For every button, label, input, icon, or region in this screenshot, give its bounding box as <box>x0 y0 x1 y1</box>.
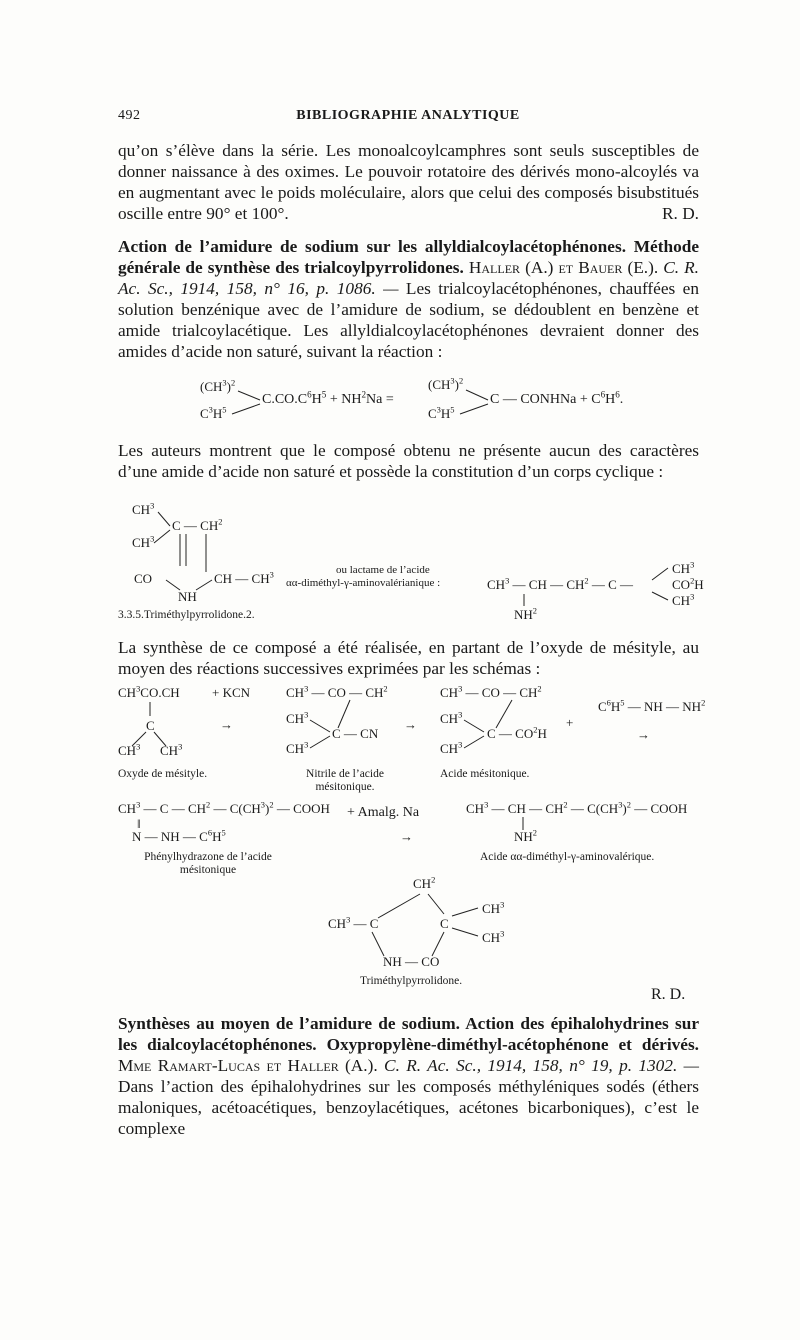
page-number: 492 <box>118 108 141 123</box>
lactam-caption-2: αα-diméthyl-γ-aminovalérianique : <box>286 577 441 589</box>
nitrile-caption: Nitrile de l’acide mésitonique. <box>306 768 384 793</box>
trimethyl-caption: Triméthylpyrrolidone. <box>360 975 463 987</box>
article2-authors: Mme Ramart-Lucas et Haller (A.). <box>118 1056 378 1075</box>
article1-reference: C. R. Ac. Sc., 1914, 158, n° 16, p. 1086. — <box>118 258 700 298</box>
article1-signature: R. D. <box>651 986 686 1003</box>
amino-caption: Acide αα-diméthyl-γ-aminovalérique. <box>480 851 655 863</box>
lactam-caption-1: ou lactame de l’acide <box>336 564 430 576</box>
article1-body: Les trialcoylacétophénones, chauffées en solution benzénique avec de l’amidure de sodium, se dédoublent en benzène et amide trialcoylacétique. Les allyldialcoylacétophénones devraient donner des amides d’acide non saturé, suivant la réaction : <box>118 279 699 361</box>
acide-caption: Acide mésitonique. <box>440 768 530 780</box>
article2-body: Dans l’action des épihalohydrines sur les composés méthyléniques sodés (éthers maloniques, acétoacétiques, benzoylacétiques, acétones bicarboniques), c’est le complexe <box>118 1077 699 1138</box>
plus-kcn: + KCN <box>212 685 251 700</box>
article1-authors: Haller (A.) et Bauer (E.). <box>468 258 659 277</box>
article1-title: Action de l’amidure de sodium sur les allyldialcoylacétophénones. Méthode générale de synthèse des trialcoylpyrrolidones. <box>118 237 699 277</box>
article2-title: Synthèses au moyen de l’amidure de sodium. Action des épihalohydrines sur les dialcoylacétophénones. Oxypropylène-diméthyl-acétophénone et dérivés. <box>118 1014 699 1054</box>
pyrrolidone-caption: 3.3.5.Triméthylpyrrolidone.2. <box>118 609 255 621</box>
running-title: BIBLIOGRAPHIE ANALYTIQUE <box>296 108 520 123</box>
article1-para3: La synthèse de ce composé a été réalisée, en partant de l’oxyde de mésityle, au moyen des réactions successives exprimées par les schémas : <box>118 638 699 678</box>
article2-paragraph <box>118 1013 699 1139</box>
article1-paragraph <box>118 236 699 362</box>
oxyde-caption: Oxyde de mésityle. <box>118 768 208 780</box>
intro-text: qu’on s’élève dans la série. Les monoalcoylcamphres sont seuls susceptibles de donner naissance à des oximes. Le pouvoir rotatoire des dérivés mono-alcoylés va en augmentant avec le poids moléculaire, alors que celui des composés bisubstitués oscille entre 90° et 100°. <box>118 141 699 223</box>
article2-reference: C. R. Ac. Sc., 1914, 158, n° 19, p. 1302. — <box>384 1056 699 1075</box>
intro-signature: R. D. <box>662 204 699 223</box>
hydrazone-caption: Phénylhydrazone de l’acide mésitonique <box>144 851 272 876</box>
running-header <box>118 108 698 128</box>
article1-para2: Les auteurs montrent que le composé obtenu ne présente aucun des caractères d’une amide d’acide non saturé et possède la constitution d’un corps cyclique : <box>118 441 699 481</box>
amalg-label: + Amalg. Na <box>347 805 420 820</box>
intro-paragraph <box>118 140 699 224</box>
